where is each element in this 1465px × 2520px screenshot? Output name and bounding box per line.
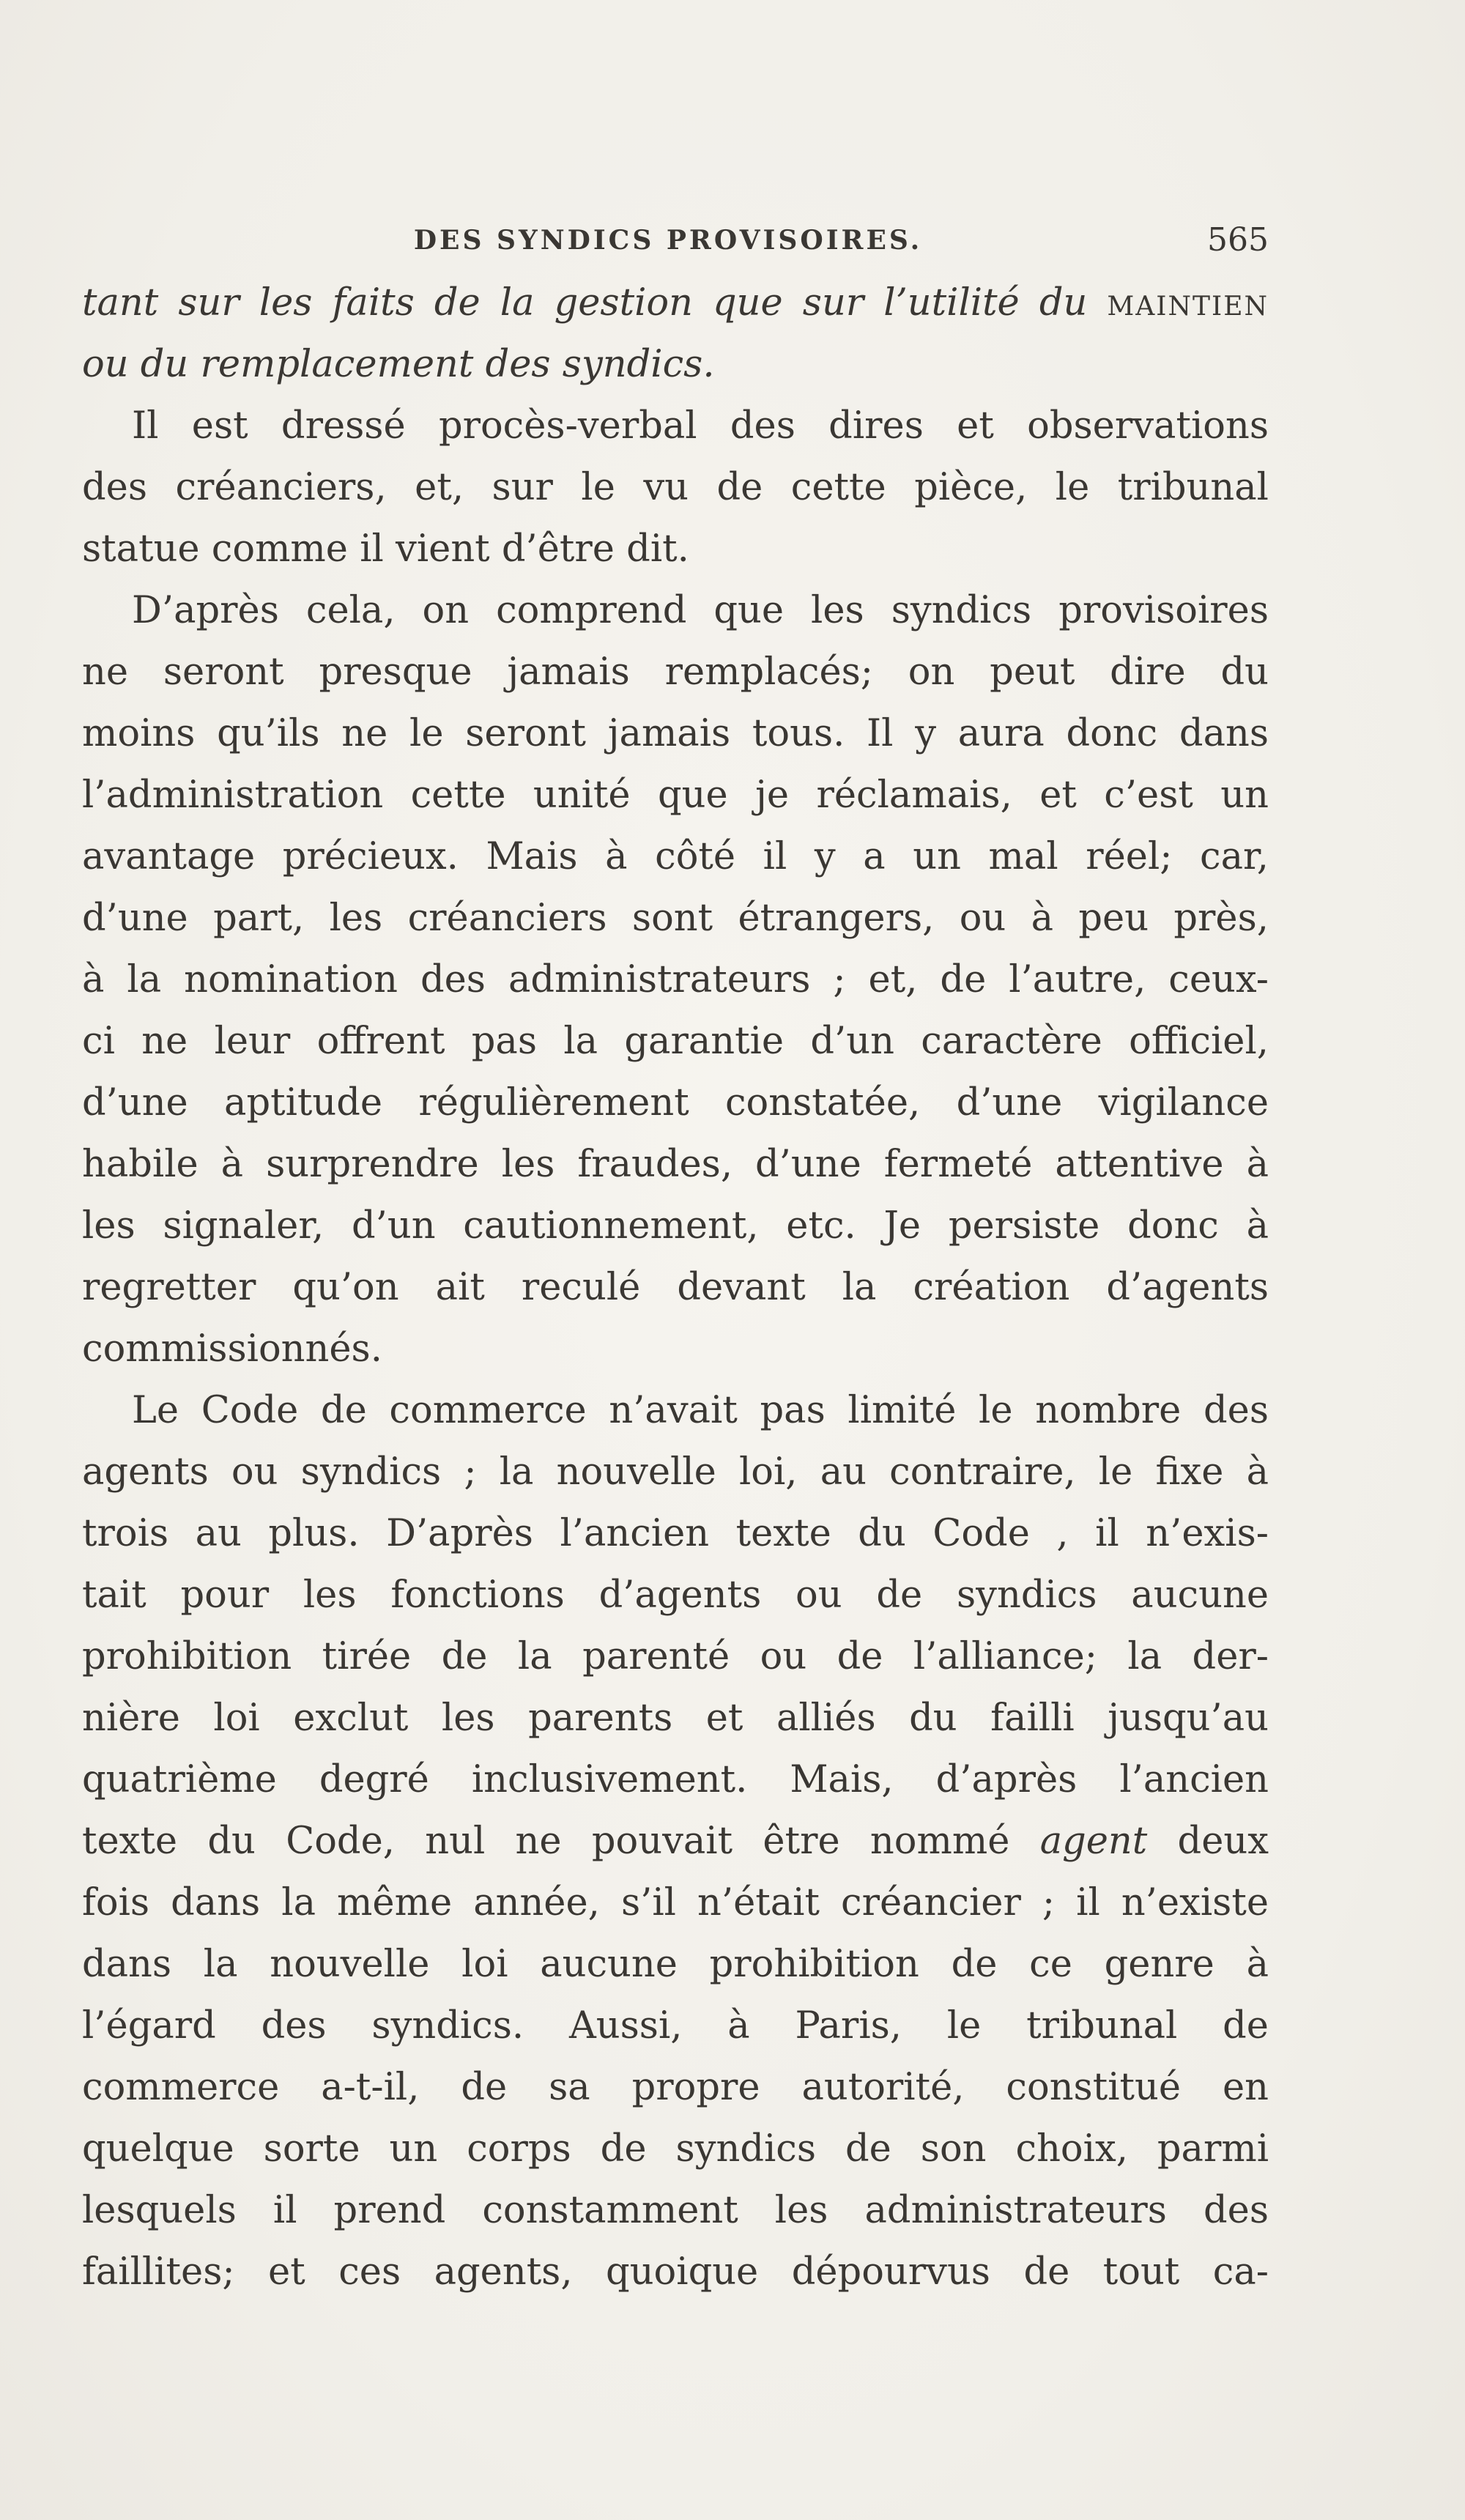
text-line: quatrième degré inclusivement. Mais, d’après l’ancien (82, 1758, 1269, 1801)
text-line: d’une aptitude régulièrement constatée, d’une vigilance (82, 1081, 1269, 1124)
text-line: nière loi exclut les parents et alliés du failli jusqu’au (82, 1697, 1269, 1740)
text-line: l’égard des syndics. Aussi, à Paris, le tribunal de (82, 2004, 1269, 2048)
text-line: lesquels il prend constamment les administrateurs des (82, 2189, 1269, 2232)
italic-phrase: tant sur les faits de la gestion que sur l’utilité du (82, 281, 1108, 325)
text-line: à la nomination des administrateurs ; et, de l’autre, ceux- (82, 958, 1269, 1001)
text-line: des créanciers, et, sur le vu de cette pièce, le tribunal (82, 466, 1269, 509)
text-line: ou du remplacement des syndics. (82, 343, 715, 386)
text-line: agents ou syndics ; la nouvelle loi, au contraire, le fixe à (82, 1450, 1269, 1494)
text-segment: texte du Code, nul ne pouvait être nommé (82, 1820, 1040, 1863)
running-head (82, 218, 1269, 262)
text-line: d’une part, les créanciers sont étrangers, ou à peu près, (82, 897, 1269, 940)
text-segment: deux (1147, 1820, 1269, 1863)
text-line: trois au plus. D’après l’ancien texte du Code , il n’exis- (82, 1512, 1269, 1555)
body-text (82, 273, 1269, 2303)
text-line: commissionnés. (82, 1327, 382, 1371)
text-line: commerce a-t-il, de sa propre autorité, constitué en (82, 2066, 1269, 2109)
paragraph-start-line: D’après cela, on comprend que les syndics provisoires (132, 589, 1269, 632)
page-number: 565 (1207, 221, 1269, 259)
text-line: avantage précieux. Mais à côté il y a un mal réel; car, (82, 835, 1269, 878)
text-line: l’administration cette unité que je réclamais, et c’est un (82, 774, 1269, 817)
text-line: habile à surprendre les fraudes, d’une fermeté attentive à (82, 1143, 1269, 1186)
running-title: DES SYNDICS PROVISOIRES. (413, 225, 923, 256)
italic-word: agent (1039, 1820, 1148, 1863)
paragraph-start-line: Il est dressé procès-verbal des dires et observations (132, 404, 1269, 448)
text-line: ne seront presque jamais remplacés; on peut dire du (82, 651, 1269, 694)
text-line: ci ne leur offrent pas la garantie d’un caractère officiel, (82, 1020, 1269, 1063)
text-line: les signaler, d’un cautionnement, etc. Je persiste donc à (82, 1204, 1269, 1248)
text-line: tait pour les fonctions d’agents ou de syndics aucune (82, 1574, 1269, 1617)
text-line: faillites; et ces agents, quoique dépourvus de tout ca- (82, 2250, 1269, 2294)
text-line: dans la nouvelle loi aucune prohibition de ce genre à (82, 1943, 1269, 1986)
text-line: statue comme il vient d’être dit. (82, 527, 689, 571)
text-line (82, 273, 1269, 334)
text-line: prohibition tirée de la parenté ou de l’alliance; la der- (82, 1635, 1269, 1678)
text-line: moins qu’ils ne le seront jamais tous. Il y aura donc dans (82, 712, 1269, 755)
text-line: fois dans la même année, s’il n’était créancier ; il n’existe (82, 1881, 1269, 1924)
small-caps-word: maintien (1107, 281, 1269, 325)
text-line: quelque sorte un corps de syndics de son choix, parmi (82, 2127, 1269, 2171)
text-line: regretter qu’on ait reculé devant la création d’agents (82, 1266, 1269, 1309)
paragraph-start-line: Le Code de commerce n’avait pas limité le nombre des (132, 1389, 1269, 1432)
text-line (82, 1811, 1269, 1872)
